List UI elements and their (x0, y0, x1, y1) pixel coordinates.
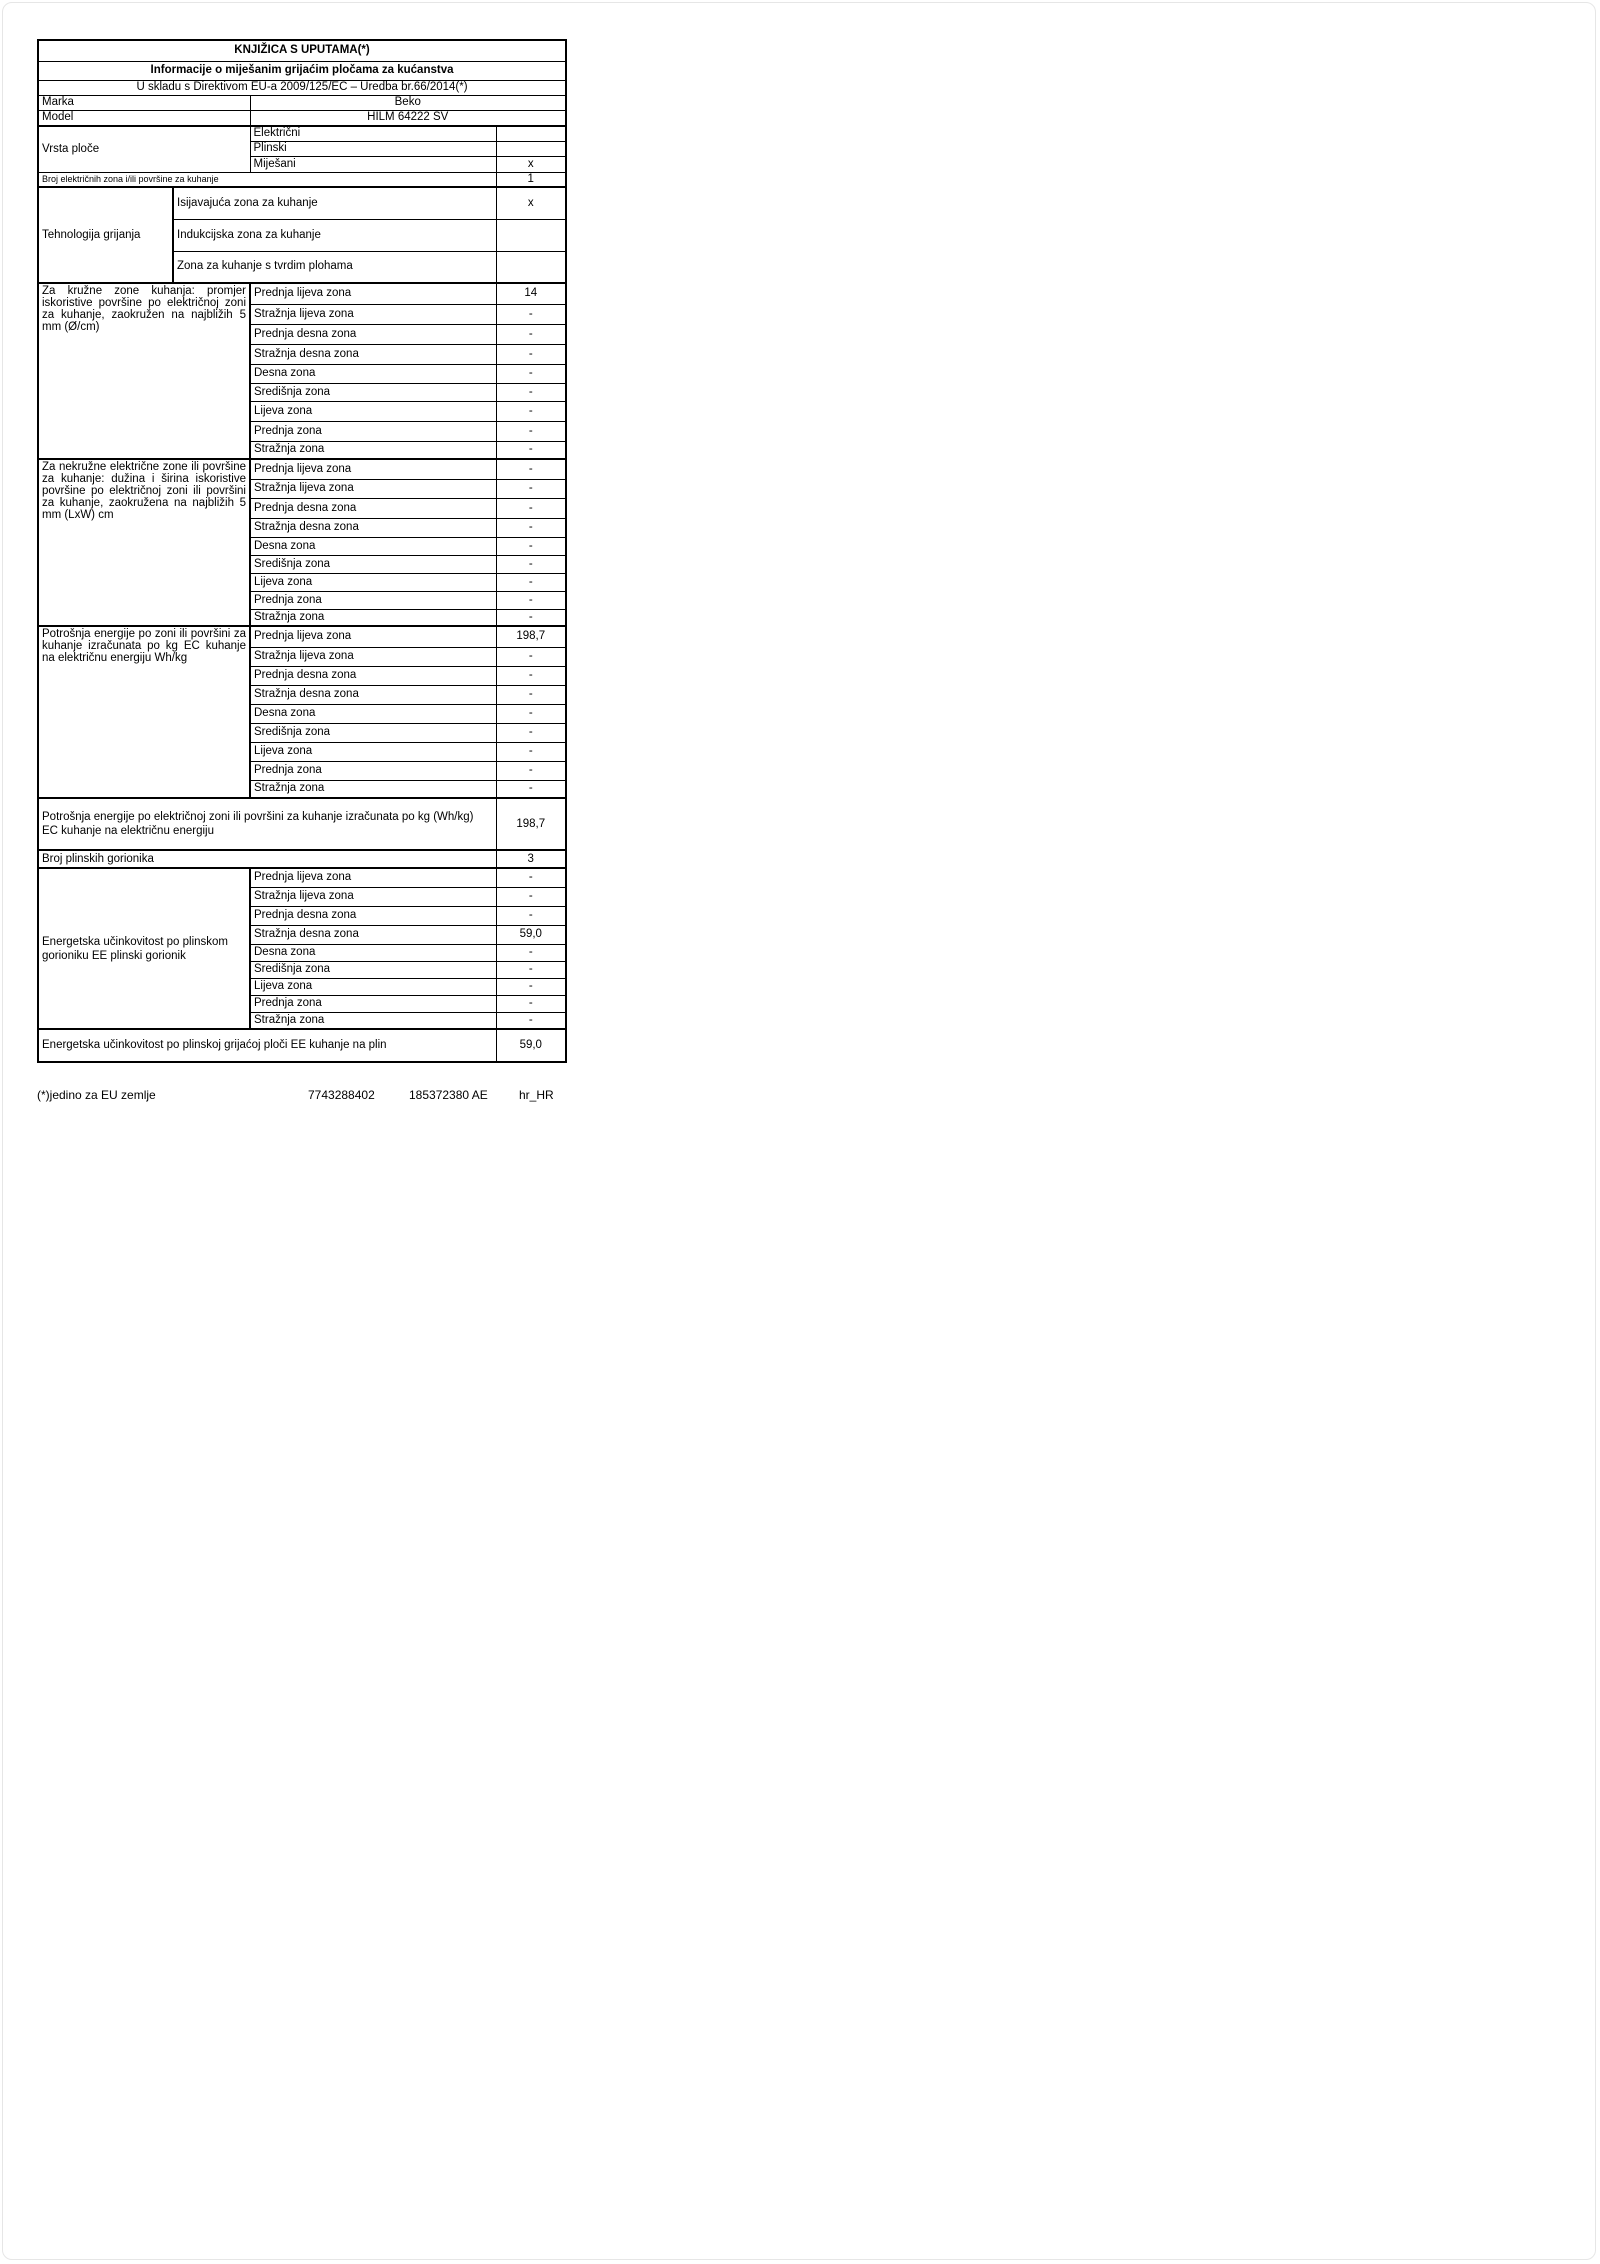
energy-zone-value: - (496, 742, 566, 761)
nonround-zone-name: Stražnja desna zona (250, 518, 496, 537)
gas-zone-value: 59,0 (496, 925, 566, 944)
energy-zone-value: - (496, 723, 566, 742)
energy-zone-name: Prednja lijeva zona (250, 626, 496, 647)
nonround-zone-name: Desna zona (250, 537, 496, 555)
round-zone-value: - (496, 383, 566, 401)
energy-zones-section (38, 626, 566, 798)
footer-code-1: 7743288402 (308, 1088, 375, 1102)
round-zones-section (38, 283, 566, 459)
plate-type-mark (496, 141, 566, 156)
heating-tech-label: Tehnologija grijanja (38, 187, 173, 283)
heating-tech-mark (496, 219, 566, 251)
nonround-zones-section (38, 459, 566, 626)
plate-type-mark (496, 126, 566, 141)
round-zone-value: - (496, 441, 566, 459)
plate-type-option: Miješani (250, 156, 496, 172)
energy-total-value: 198,7 (496, 798, 566, 850)
gas-zone-name: Prednja zona (250, 995, 496, 1012)
energy-zone-name: Prednja zona (250, 761, 496, 780)
page-footer (37, 1088, 565, 1104)
nonround-zone-value: - (496, 609, 566, 626)
gas-zone-value: - (496, 944, 566, 961)
gas-zone-name: Lijeva zona (250, 978, 496, 995)
gas-zone-name: Prednja desna zona (250, 906, 496, 925)
energy-total-label: Potrošnja energije po električnoj zoni ili površini za kuhanje izračunata po kg (Wh/kg) EC kuhanje na električnu energiju (38, 798, 496, 850)
sheet-subtitle: Informacije o miješanim grijaćim pločama za kućanstva (38, 61, 566, 80)
nonround-zone-value: - (496, 479, 566, 498)
model-label: Model (38, 110, 250, 126)
energy-zone-value: - (496, 761, 566, 780)
gas-zone-row (38, 868, 566, 887)
footer-note: (*)jedino za EU zemlje (37, 1088, 156, 1102)
nonround-zone-value: - (496, 518, 566, 537)
gas-burners-label: Broj plinskih gorionika (38, 850, 496, 868)
gas-zone-value: - (496, 887, 566, 906)
energy-zone-row (38, 626, 566, 647)
sheet-title: KNJIŽICA S UPUTAMA(*) (38, 40, 566, 61)
round-zone-value: - (496, 364, 566, 383)
gas-total-value: 59,0 (496, 1029, 566, 1062)
round-zone-name: Prednja lijeva zona (250, 283, 496, 304)
round-zone-name: Stražnja desna zona (250, 344, 496, 364)
energy-zone-name: Stražnja zona (250, 780, 496, 798)
spec-table (37, 39, 567, 1063)
energy-zone-value: - (496, 647, 566, 666)
round-zone-value: - (496, 421, 566, 441)
gas-zone-value: - (496, 868, 566, 887)
round-zone-value: - (496, 324, 566, 344)
round-zone-value: - (496, 344, 566, 364)
round-zone-value: 14 (496, 283, 566, 304)
energy-zone-name: Stražnja lijeva zona (250, 647, 496, 666)
gas-burners-value: 3 (496, 850, 566, 868)
gas-zone-value: - (496, 995, 566, 1012)
round-zone-name: Prednja zona (250, 421, 496, 441)
nonround-zone-name: Prednja desna zona (250, 498, 496, 518)
energy-zone-name: Lijeva zona (250, 742, 496, 761)
round-zone-name: Središnja zona (250, 383, 496, 401)
brand-label: Marka (38, 95, 250, 110)
energy-zone-value: - (496, 780, 566, 798)
nonround-zone-value: - (496, 537, 566, 555)
energy-zone-name: Desna zona (250, 704, 496, 723)
gas-zone-name: Središnja zona (250, 961, 496, 978)
plate-type-label: Vrsta ploče (38, 126, 250, 172)
nonround-zone-value: - (496, 591, 566, 609)
nonround-zone-name: Stražnja lijeva zona (250, 479, 496, 498)
gas-zone-name: Stražnja zona (250, 1012, 496, 1029)
gas-efficiency-section (38, 868, 566, 1029)
heating-tech-option: Indukcijska zona za kuhanje (173, 219, 496, 251)
round-zone-value: - (496, 401, 566, 421)
gas-zone-name: Stražnja desna zona (250, 925, 496, 944)
nonround-zone-value: - (496, 573, 566, 591)
nonround-zone-name: Prednja zona (250, 591, 496, 609)
round-zone-row (38, 283, 566, 304)
nonround-zone-name: Središnja zona (250, 555, 496, 573)
nonround-zone-row (38, 459, 566, 479)
brand-value: Beko (250, 95, 566, 110)
nonround-zone-value: - (496, 498, 566, 518)
energy-zone-value: - (496, 704, 566, 723)
electric-zones-value: 1 (496, 172, 566, 187)
gas-zone-name: Prednja lijeva zona (250, 868, 496, 887)
plate-type-mark: x (496, 156, 566, 172)
round-zone-name: Stražnja lijeva zona (250, 304, 496, 324)
gas-zone-value: - (496, 961, 566, 978)
energy-zone-section-label: Potrošnja energije po zoni ili površini za kuhanje izračunata po kg EC kuhanje na električnu energiju Wh/kg (38, 626, 250, 798)
footer-locale: hr_HR (519, 1088, 554, 1102)
gas-zone-section-label: Energetska učinkovitost po plinskom gorioniku EE plinski gorionik (38, 868, 250, 1029)
round-zone-name: Prednja desna zona (250, 324, 496, 344)
round-zone-name: Stražnja zona (250, 441, 496, 459)
directive-text: U skladu s Direktivom EU-a 2009/125/EC – Uredba br.66/2014(*) (38, 80, 566, 95)
gas-zone-name: Desna zona (250, 944, 496, 961)
energy-zone-value: 198,7 (496, 626, 566, 647)
electric-zones-label: Broj električnih zona i/ili površine za kuhanje (38, 172, 496, 187)
nonround-zone-section-label: Za nekružne električne zone ili površine za kuhanje: dužina i širina iskoristive površine po električnoj zoni ili površini za kuhanje, zaokružena na najbližih 5 mm (LxW) cm (38, 459, 250, 626)
round-zone-value: - (496, 304, 566, 324)
footer-code-2: 185372380 AE (409, 1088, 488, 1102)
heating-tech-mark: x (496, 187, 566, 219)
nonround-zone-name: Stražnja zona (250, 609, 496, 626)
gas-zone-value: - (496, 906, 566, 925)
plate-type-option: Električni (250, 126, 496, 141)
nonround-zone-value: - (496, 555, 566, 573)
nonround-zone-name: Prednja lijeva zona (250, 459, 496, 479)
heating-tech-mark (496, 251, 566, 283)
gas-zone-value: - (496, 1012, 566, 1029)
gas-total-label: Energetska učinkovitost po plinskoj grijaćoj ploči EE kuhanje na plin (38, 1029, 496, 1062)
plate-type-option: Plinski (250, 141, 496, 156)
round-zone-section-label: Za kružne zone kuhanja: promjer iskoristive površine po električnoj zoni za kuhanje, zaokružen na najbližih 5 mm (Ø/cm) (38, 283, 250, 459)
heating-tech-option: Zona za kuhanje s tvrdim plohama (173, 251, 496, 283)
gas-zone-name: Stražnja lijeva zona (250, 887, 496, 906)
energy-zone-value: - (496, 666, 566, 685)
energy-zone-value: - (496, 685, 566, 704)
product-info-sheet (37, 39, 565, 1063)
nonround-zone-name: Lijeva zona (250, 573, 496, 591)
energy-zone-name: Stražnja desna zona (250, 685, 496, 704)
energy-zone-name: Prednja desna zona (250, 666, 496, 685)
heating-tech-option: Isijavajuća zona za kuhanje (173, 187, 496, 219)
round-zone-name: Desna zona (250, 364, 496, 383)
energy-zone-name: Središnja zona (250, 723, 496, 742)
gas-zone-value: - (496, 978, 566, 995)
round-zone-name: Lijeva zona (250, 401, 496, 421)
model-value: HILM 64222 SV (250, 110, 566, 126)
nonround-zone-value: - (496, 459, 566, 479)
